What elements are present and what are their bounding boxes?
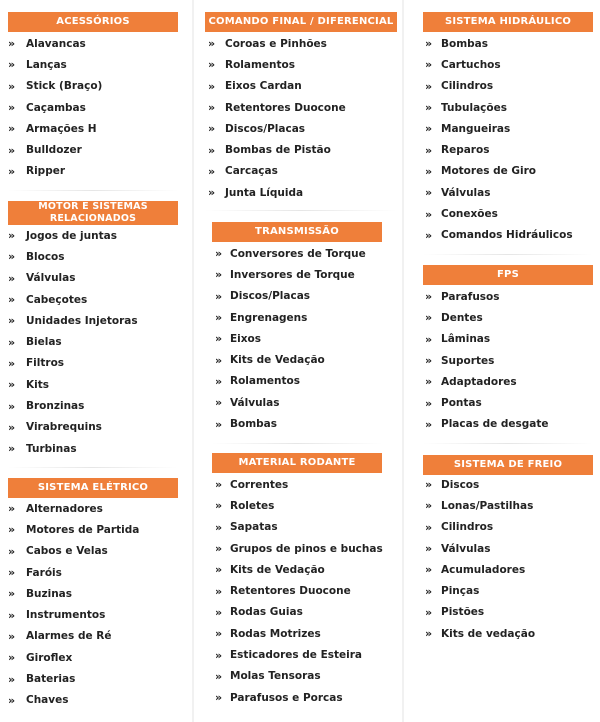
- double-chevron-right-icon: »: [215, 396, 221, 410]
- category-link-label: Caçambas: [26, 101, 86, 114]
- double-chevron-right-icon: »: [425, 520, 431, 534]
- category-link[interactable]: [195, 559, 400, 580]
- category-link-label: Lanças: [26, 58, 67, 71]
- double-chevron-right-icon: »: [425, 627, 431, 641]
- category-link[interactable]: [405, 495, 600, 516]
- double-chevron-right-icon: »: [215, 520, 221, 534]
- section-separator: [423, 443, 593, 444]
- double-chevron-right-icon: »: [215, 353, 221, 367]
- category-link[interactable]: [0, 33, 190, 54]
- category-link-label: Stick (Braço): [26, 80, 103, 93]
- category-link[interactable]: [405, 580, 600, 601]
- category-link[interactable]: [195, 349, 400, 370]
- category-link[interactable]: [195, 413, 400, 434]
- category-link-label: Acumuladores: [441, 563, 526, 576]
- category-link-label: Reparos: [441, 144, 490, 157]
- double-chevron-right-icon: »: [8, 356, 14, 370]
- section-header: SISTEMA DE FREIO: [423, 455, 593, 475]
- category-link-label: Cilindros: [441, 521, 494, 534]
- category-link[interactable]: [405, 286, 600, 307]
- category-link-label: Bielas: [26, 336, 62, 349]
- double-chevron-right-icon: »: [8, 442, 14, 456]
- category-link[interactable]: [195, 118, 400, 139]
- category-link-label: Grupos de pinos e buchas: [230, 542, 383, 555]
- double-chevron-right-icon: »: [208, 79, 214, 93]
- category-link-label: Rodas Guias: [230, 606, 303, 619]
- category-link-label: Pinças: [441, 585, 480, 598]
- category-link-label: Engrenagens: [230, 311, 308, 324]
- double-chevron-right-icon: »: [8, 544, 14, 558]
- double-chevron-right-icon: »: [425, 58, 431, 72]
- category-link-label: Comandos Hidráulicos: [441, 229, 573, 242]
- category-link[interactable]: [405, 623, 600, 644]
- category-link[interactable]: [405, 54, 600, 75]
- double-chevron-right-icon: »: [425, 396, 431, 410]
- category-list: [195, 33, 400, 203]
- category-list: [0, 33, 190, 182]
- section-header: SISTEMA HIDRÁULICO: [423, 12, 593, 32]
- double-chevron-right-icon: »: [8, 143, 14, 157]
- category-link-label: Dentes: [441, 311, 483, 324]
- double-chevron-right-icon: »: [208, 101, 214, 115]
- double-chevron-right-icon: »: [215, 669, 221, 683]
- double-chevron-right-icon: »: [8, 314, 14, 328]
- category-link[interactable]: [195, 602, 400, 623]
- double-chevron-right-icon: »: [8, 79, 14, 93]
- category-link[interactable]: [0, 647, 190, 668]
- category-link-label: Pistões: [441, 606, 485, 619]
- category-link[interactable]: [405, 371, 600, 392]
- double-chevron-right-icon: »: [425, 122, 431, 136]
- double-chevron-right-icon: »: [8, 293, 14, 307]
- category-link-label: Unidades Injetoras: [26, 314, 138, 327]
- category-link[interactable]: [0, 668, 190, 689]
- double-chevron-right-icon: »: [208, 186, 214, 200]
- category-link-label: Válvulas: [441, 186, 491, 199]
- category-link-label: Discos/Placas: [225, 122, 306, 135]
- category-link[interactable]: [0, 76, 190, 97]
- category-link-label: Motores de Giro: [441, 165, 537, 178]
- category-link[interactable]: [195, 371, 400, 392]
- category-list: [405, 286, 600, 435]
- category-link[interactable]: [405, 538, 600, 559]
- double-chevron-right-icon: »: [8, 399, 14, 413]
- category-link[interactable]: [195, 644, 400, 665]
- section-separator: [8, 467, 178, 468]
- double-chevron-right-icon: »: [8, 335, 14, 349]
- category-link[interactable]: [0, 139, 190, 160]
- category-link-label: Molas Tensoras: [230, 670, 321, 683]
- category-link[interactable]: [195, 392, 400, 413]
- category-link-label: Chaves: [26, 694, 69, 707]
- double-chevron-right-icon: »: [8, 164, 14, 178]
- double-chevron-right-icon: »: [8, 502, 14, 516]
- double-chevron-right-icon: »: [215, 417, 221, 431]
- category-link[interactable]: [405, 76, 600, 97]
- category-link-label: Alavancas: [26, 37, 86, 50]
- double-chevron-right-icon: »: [215, 627, 221, 641]
- double-chevron-right-icon: »: [425, 499, 431, 513]
- category-link-label: Instrumentos: [26, 609, 106, 622]
- column-divider: [402, 0, 404, 722]
- double-chevron-right-icon: »: [8, 566, 14, 580]
- double-chevron-right-icon: »: [215, 499, 221, 513]
- category-link-label: Cabos e Velas: [26, 545, 108, 558]
- category-link-label: Retentores Duocone: [225, 101, 346, 114]
- category-link-label: Bombas de Pistão: [225, 144, 331, 157]
- category-link-label: Kits de Vedação: [230, 563, 325, 576]
- category-link-label: Eixos: [230, 332, 262, 345]
- category-link[interactable]: [405, 203, 600, 224]
- category-link-label: Cartuchos: [441, 58, 501, 71]
- double-chevron-right-icon: »: [215, 289, 221, 303]
- category-link[interactable]: [195, 580, 400, 601]
- category-link-label: Retentores Duocone: [230, 585, 351, 598]
- double-chevron-right-icon: »: [215, 268, 221, 282]
- category-link[interactable]: [0, 395, 190, 416]
- double-chevron-right-icon: »: [215, 311, 221, 325]
- category-link[interactable]: [405, 350, 600, 371]
- category-link[interactable]: [405, 97, 600, 118]
- section-header: FPS: [423, 265, 593, 285]
- category-link-label: Buzinas: [26, 587, 72, 600]
- category-link[interactable]: [195, 97, 400, 118]
- category-link[interactable]: [195, 243, 400, 264]
- category-link-label: Mangueiras: [441, 122, 511, 135]
- category-link-label: Jogos de juntas: [26, 229, 117, 242]
- category-link-label: Válvulas: [230, 396, 280, 409]
- double-chevron-right-icon: »: [215, 584, 221, 598]
- category-link-label: Alarmes de Ré: [26, 630, 112, 643]
- section-separator: [8, 190, 178, 191]
- category-link[interactable]: [0, 374, 190, 395]
- category-list: [405, 474, 600, 644]
- category-link-label: Blocos: [26, 250, 65, 263]
- category-link-label: Roletes: [230, 499, 275, 512]
- section-header: MOTOR E SISTEMAS RELACIONADOS: [8, 201, 178, 225]
- category-list: [0, 498, 190, 711]
- double-chevron-right-icon: »: [425, 354, 431, 368]
- category-link[interactable]: [195, 538, 400, 559]
- category-link[interactable]: [195, 495, 400, 516]
- double-chevron-right-icon: »: [425, 417, 431, 431]
- double-chevron-right-icon: »: [425, 542, 431, 556]
- category-link-label: Kits: [26, 378, 50, 391]
- category-link-label: Rolamentos: [225, 58, 296, 71]
- category-link[interactable]: [0, 161, 190, 182]
- category-link-label: Conversores de Torque: [230, 247, 366, 260]
- category-link-label: Kits de Vedação: [230, 354, 325, 367]
- category-link[interactable]: [0, 541, 190, 562]
- category-link[interactable]: [0, 97, 190, 118]
- category-link-label: Baterias: [26, 673, 76, 686]
- category-link-label: Turbinas: [26, 442, 77, 455]
- category-link[interactable]: [405, 414, 600, 435]
- category-link-label: Adaptadores: [441, 375, 517, 388]
- category-link-label: Rolamentos: [230, 375, 301, 388]
- double-chevron-right-icon: »: [208, 122, 214, 136]
- category-link-label: Placas de desgate: [441, 418, 549, 431]
- category-link-label: Eixos Cardan: [225, 80, 302, 93]
- category-link-label: Rodas Motrizes: [230, 627, 321, 640]
- category-link[interactable]: [0, 626, 190, 647]
- double-chevron-right-icon: »: [8, 651, 14, 665]
- category-link[interactable]: [405, 139, 600, 160]
- category-link-label: Bulldozer: [26, 144, 82, 157]
- category-link-label: Carcaças: [225, 165, 278, 178]
- double-chevron-right-icon: »: [425, 164, 431, 178]
- category-link-label: Inversores de Torque: [230, 268, 355, 281]
- category-link[interactable]: [0, 353, 190, 374]
- double-chevron-right-icon: »: [215, 605, 221, 619]
- section-separator: [205, 210, 397, 211]
- double-chevron-right-icon: »: [8, 37, 14, 51]
- double-chevron-right-icon: »: [8, 378, 14, 392]
- category-link[interactable]: [405, 118, 600, 139]
- category-link[interactable]: [405, 329, 600, 350]
- category-link-label: Coroas e Pinhões: [225, 37, 327, 50]
- category-link[interactable]: [0, 225, 190, 246]
- category-link-label: Motores de Partida: [26, 523, 140, 536]
- category-link[interactable]: [0, 604, 190, 625]
- double-chevron-right-icon: »: [425, 101, 431, 115]
- category-list: [0, 225, 190, 459]
- category-link-label: Tubulações: [441, 101, 507, 114]
- double-chevron-right-icon: »: [8, 420, 14, 434]
- double-chevron-right-icon: »: [8, 608, 14, 622]
- double-chevron-right-icon: »: [8, 122, 14, 136]
- section-header: ACESSÓRIOS: [8, 12, 178, 32]
- category-link-label: Parafusos: [441, 290, 500, 303]
- category-link[interactable]: [0, 583, 190, 604]
- category-link[interactable]: [195, 286, 400, 307]
- double-chevron-right-icon: »: [8, 523, 14, 537]
- category-link[interactable]: [195, 687, 400, 708]
- double-chevron-right-icon: »: [8, 101, 14, 115]
- category-link-label: Lâminas: [441, 333, 491, 346]
- double-chevron-right-icon: »: [215, 478, 221, 492]
- double-chevron-right-icon: »: [425, 207, 431, 221]
- category-link[interactable]: [0, 118, 190, 139]
- category-link-label: Discos: [441, 478, 480, 491]
- category-link[interactable]: [405, 559, 600, 580]
- category-link-label: Ripper: [26, 165, 66, 178]
- double-chevron-right-icon: »: [208, 58, 214, 72]
- category-link-label: Filtros: [26, 357, 65, 370]
- double-chevron-right-icon: »: [425, 37, 431, 51]
- section-header: MATERIAL RODANTE: [212, 453, 382, 473]
- category-link-label: Kits de vedação: [441, 627, 536, 640]
- column-divider: [192, 0, 194, 722]
- category-link[interactable]: [195, 182, 400, 203]
- category-link[interactable]: [195, 623, 400, 644]
- category-link[interactable]: [0, 268, 190, 289]
- double-chevron-right-icon: »: [215, 247, 221, 261]
- category-link[interactable]: [195, 161, 400, 182]
- section-separator: [212, 443, 382, 444]
- double-chevron-right-icon: »: [425, 478, 431, 492]
- category-link-label: Lonas/Pastilhas: [441, 499, 534, 512]
- category-link[interactable]: [195, 33, 400, 54]
- double-chevron-right-icon: »: [8, 672, 14, 686]
- category-list: [195, 474, 400, 708]
- category-link[interactable]: [0, 417, 190, 438]
- category-link-label: Alternadores: [26, 502, 103, 515]
- double-chevron-right-icon: »: [215, 563, 221, 577]
- category-link-label: Faróis: [26, 566, 62, 579]
- double-chevron-right-icon: »: [8, 587, 14, 601]
- category-link-label: Conexões: [441, 208, 498, 221]
- category-link[interactable]: [195, 328, 400, 349]
- category-link-label: Giroflex: [26, 651, 73, 664]
- category-link[interactable]: [0, 690, 190, 711]
- double-chevron-right-icon: »: [8, 58, 14, 72]
- category-link[interactable]: [0, 331, 190, 352]
- category-link[interactable]: [0, 310, 190, 331]
- category-link[interactable]: [405, 392, 600, 413]
- double-chevron-right-icon: »: [208, 143, 214, 157]
- category-link[interactable]: [195, 517, 400, 538]
- category-list: [405, 33, 600, 246]
- double-chevron-right-icon: »: [8, 271, 14, 285]
- category-link[interactable]: [195, 474, 400, 495]
- double-chevron-right-icon: »: [425, 79, 431, 93]
- category-link-label: Bronzinas: [26, 400, 85, 413]
- double-chevron-right-icon: »: [8, 229, 14, 243]
- double-chevron-right-icon: »: [215, 691, 221, 705]
- double-chevron-right-icon: »: [425, 290, 431, 304]
- double-chevron-right-icon: »: [425, 605, 431, 619]
- category-link-label: Virabrequins: [26, 421, 102, 434]
- category-link-label: Cilindros: [441, 80, 494, 93]
- double-chevron-right-icon: »: [425, 143, 431, 157]
- category-link[interactable]: [405, 602, 600, 623]
- double-chevron-right-icon: »: [8, 693, 14, 707]
- category-link-label: Armações H: [26, 122, 97, 135]
- category-link-label: Pontas: [441, 397, 482, 410]
- category-link[interactable]: [0, 289, 190, 310]
- category-link[interactable]: [405, 517, 600, 538]
- category-link[interactable]: [195, 139, 400, 160]
- double-chevron-right-icon: »: [425, 332, 431, 346]
- category-link[interactable]: [195, 307, 400, 328]
- double-chevron-right-icon: »: [425, 311, 431, 325]
- category-link-label: Válvulas: [441, 542, 491, 555]
- category-link-label: Suportes: [441, 354, 495, 367]
- section-header: SISTEMA ELÉTRICO: [8, 478, 178, 498]
- double-chevron-right-icon: »: [425, 186, 431, 200]
- double-chevron-right-icon: »: [215, 648, 221, 662]
- double-chevron-right-icon: »: [425, 584, 431, 598]
- section-header: TRANSMISSÃO: [212, 222, 382, 242]
- category-link[interactable]: [0, 562, 190, 583]
- double-chevron-right-icon: »: [425, 563, 431, 577]
- category-link-label: Válvulas: [26, 272, 76, 285]
- category-link-label: Cabeçotes: [26, 293, 88, 306]
- double-chevron-right-icon: »: [8, 629, 14, 643]
- category-link-label: Bombas: [230, 418, 278, 431]
- double-chevron-right-icon: »: [215, 542, 221, 556]
- double-chevron-right-icon: »: [8, 250, 14, 264]
- category-link[interactable]: [195, 264, 400, 285]
- category-link[interactable]: [195, 666, 400, 687]
- double-chevron-right-icon: »: [208, 37, 214, 51]
- double-chevron-right-icon: »: [215, 374, 221, 388]
- category-link-label: Sapatas: [230, 521, 278, 534]
- category-link[interactable]: [405, 474, 600, 495]
- category-link[interactable]: [405, 225, 600, 246]
- category-link-label: Junta Líquida: [225, 186, 304, 199]
- category-list: [195, 243, 400, 435]
- category-link-label: Discos/Placas: [230, 290, 311, 303]
- category-link[interactable]: [405, 33, 600, 54]
- double-chevron-right-icon: »: [215, 332, 221, 346]
- category-link[interactable]: [195, 76, 400, 97]
- double-chevron-right-icon: »: [208, 164, 214, 178]
- double-chevron-right-icon: »: [425, 375, 431, 389]
- section-header: COMANDO FINAL / DIFERENCIAL: [205, 12, 397, 32]
- category-link[interactable]: [0, 519, 190, 540]
- section-separator: [423, 254, 593, 255]
- category-link[interactable]: [0, 54, 190, 75]
- category-link[interactable]: [0, 438, 190, 459]
- category-link-label: Parafusos e Porcas: [230, 691, 343, 704]
- double-chevron-right-icon: »: [425, 228, 431, 242]
- category-link-label: Esticadores de Esteira: [230, 649, 363, 662]
- category-link-label: Bombas: [441, 37, 489, 50]
- category-link-label: Correntes: [230, 478, 289, 491]
- category-link[interactable]: [405, 182, 600, 203]
- category-link[interactable]: [405, 161, 600, 182]
- category-link[interactable]: [0, 246, 190, 267]
- category-link[interactable]: [405, 307, 600, 328]
- category-link[interactable]: [195, 54, 400, 75]
- category-link[interactable]: [0, 498, 190, 519]
